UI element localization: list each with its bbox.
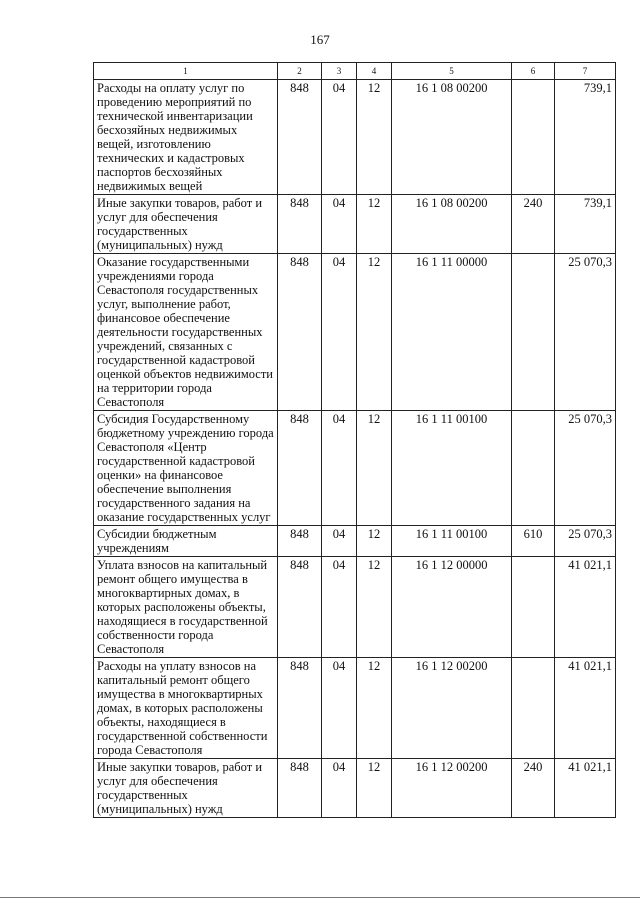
column-header: 2 [278,63,322,80]
amount: 41 021,1 [555,658,616,759]
section-code: 04 [322,195,357,254]
ministry-code: 848 [278,80,322,195]
item-name: Расходы на оплату услуг по проведению мероприятий по технической инвентаризации бесхозяйных недвижимых вещей, изготовлению технических и кадастровых паспортов бесхозяйных недвижимых вещей [94,80,278,195]
column-header: 5 [392,63,512,80]
table-row [94,195,616,254]
table-row [94,658,616,759]
table-row [94,557,616,658]
ministry-code: 848 [278,557,322,658]
amount: 739,1 [555,80,616,195]
table-header-row [94,63,616,80]
target-code: 16 1 12 00000 [392,557,512,658]
amount: 41 021,1 [555,557,616,658]
target-code: 16 1 11 00000 [392,254,512,411]
item-name: Иные закупки товаров, работ и услуг для обеспечения государственных (муниципальных) нужд [94,759,278,818]
table-row [94,254,616,411]
table-row [94,80,616,195]
subsection-code: 12 [357,658,392,759]
section-code: 04 [322,526,357,557]
expense-type-code: 240 [512,195,555,254]
subsection-code: 12 [357,195,392,254]
ministry-code: 848 [278,759,322,818]
section-code: 04 [322,658,357,759]
subsection-code: 12 [357,254,392,411]
expense-type-code [512,254,555,411]
amount: 739,1 [555,195,616,254]
item-name: Субсидии бюджетным учреждениям [94,526,278,557]
expense-type-code: 610 [512,526,555,557]
subsection-code: 12 [357,411,392,526]
section-code: 04 [322,411,357,526]
item-name: Иные закупки товаров, работ и услуг для обеспечения государственных (муниципальных) нужд [94,195,278,254]
amount: 25 070,3 [555,254,616,411]
column-header: 7 [555,63,616,80]
table-row [94,411,616,526]
column-header: 1 [94,63,278,80]
page-bottom-edge [0,897,640,898]
amount: 25 070,3 [555,411,616,526]
ministry-code: 848 [278,195,322,254]
item-name: Субсидия Государственному бюджетному учреждению города Севастополя «Центр государственной кадастровой оценки» на финансовое обеспечение выполнения государственного задания на оказание государственных услуг [94,411,278,526]
expense-type-code [512,557,555,658]
item-name: Уплата взносов на капитальный ремонт общего имущества в многоквартирных домах, в которых расположены объекты, находящиеся в государственной собственности города Севастополя [94,557,278,658]
section-code: 04 [322,759,357,818]
budget-table [93,62,616,818]
expense-type-code: 240 [512,759,555,818]
section-code: 04 [322,254,357,411]
target-code: 16 1 12 00200 [392,658,512,759]
subsection-code: 12 [357,759,392,818]
section-code: 04 [322,557,357,658]
expense-type-code [512,658,555,759]
subsection-code: 12 [357,557,392,658]
item-name: Расходы на уплату взносов на капитальный ремонт общего имущества в многоквартирных домах, в которых расположены объекты, находящиеся в государственной собственности города Севастополя [94,658,278,759]
subsection-code: 12 [357,526,392,557]
target-code: 16 1 12 00200 [392,759,512,818]
target-code: 16 1 08 00200 [392,195,512,254]
amount: 41 021,1 [555,759,616,818]
expense-type-code [512,80,555,195]
target-code: 16 1 11 00100 [392,526,512,557]
table-row [94,526,616,557]
column-header: 6 [512,63,555,80]
column-header: 3 [322,63,357,80]
target-code: 16 1 11 00100 [392,411,512,526]
expense-type-code [512,411,555,526]
subsection-code: 12 [357,80,392,195]
table-row [94,759,616,818]
amount: 25 070,3 [555,526,616,557]
ministry-code: 848 [278,254,322,411]
target-code: 16 1 08 00200 [392,80,512,195]
ministry-code: 848 [278,526,322,557]
ministry-code: 848 [278,411,322,526]
column-header: 4 [357,63,392,80]
section-code: 04 [322,80,357,195]
item-name: Оказание государственными учреждениями города Севастополя государственных услуг, выполнение работ, финансовое обеспечение деятельности государственных учреждений, связанных с государственной кадастровой оценкой объектов недвижимости на территории города Севастополя [94,254,278,411]
ministry-code: 848 [278,658,322,759]
page-number: 167 [310,32,330,47]
